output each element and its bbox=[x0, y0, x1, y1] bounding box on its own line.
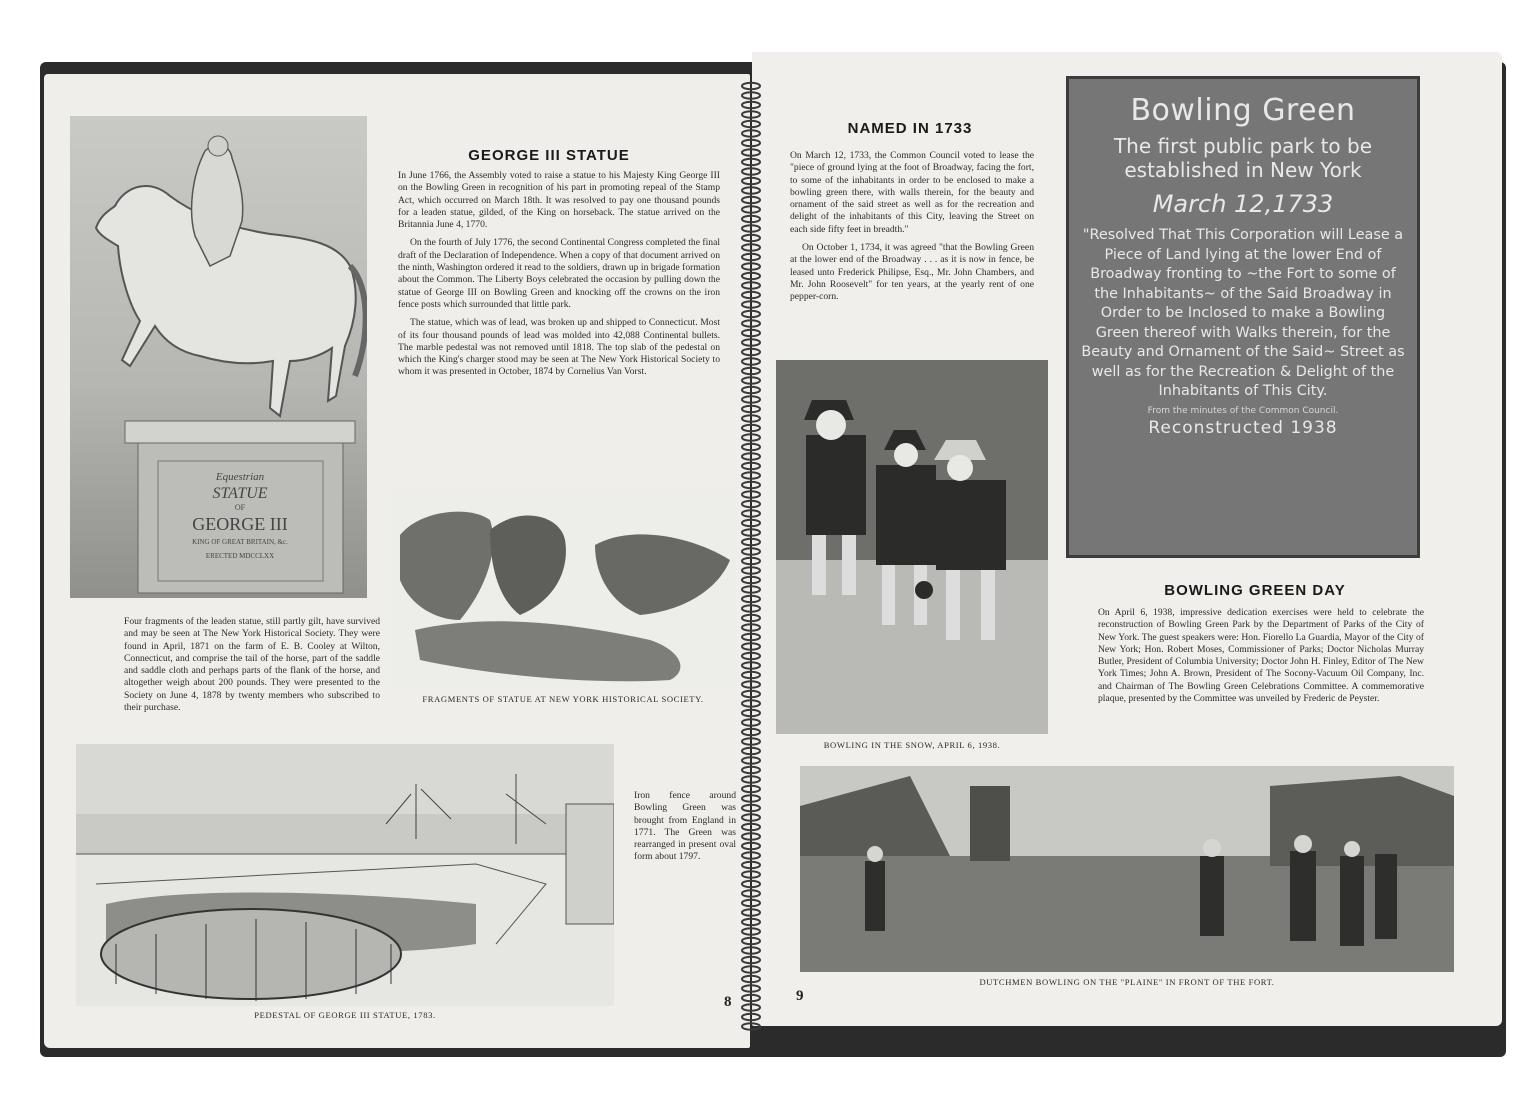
spiral-coil bbox=[742, 596, 760, 602]
plaque-date: March 12,1733 bbox=[1152, 190, 1334, 218]
spiral-coil bbox=[742, 320, 760, 326]
spiral-coil bbox=[742, 1023, 760, 1029]
spiral-coil bbox=[742, 463, 760, 469]
spiral-coil bbox=[742, 757, 760, 763]
spiral-coil bbox=[742, 691, 760, 697]
spiral-coil bbox=[742, 919, 760, 925]
plate-line-4: GEORGE III bbox=[192, 514, 288, 534]
spiral-coil bbox=[742, 140, 760, 146]
plate-line-6: ERECTED MDCCLXX bbox=[205, 552, 275, 560]
spiral-coil bbox=[742, 843, 760, 849]
spiral-coil bbox=[742, 501, 760, 507]
spiral-coil bbox=[742, 672, 760, 678]
spiral-coil bbox=[742, 824, 760, 830]
spiral-coil bbox=[742, 273, 760, 279]
plate-line-3: OF bbox=[234, 503, 246, 512]
pedestal-caption: PEDESTAL OF GEORGE III STATUE, 1783. bbox=[254, 1010, 436, 1020]
spiral-coil bbox=[742, 339, 760, 345]
spiral-coil bbox=[742, 387, 760, 393]
spiral-coil bbox=[742, 738, 760, 744]
spiral-coil bbox=[742, 700, 760, 706]
spiral-coil bbox=[742, 254, 760, 260]
spiral-coil bbox=[742, 491, 760, 497]
spiral-coil bbox=[742, 966, 760, 972]
spiral-coil bbox=[742, 159, 760, 165]
spiral-coil bbox=[742, 548, 760, 554]
spiral-coil bbox=[742, 396, 760, 402]
bowling-day-paragraph: On April 6, 1938, impressive dedication exercises were held to celebrate the reconstruction of Bowling Green Park by the Department of Parks of the City of New York. The guest speakers were: Hon. Fiorello La Guardia, Mayor of the City of New York; Hon. Robert Moses, Commissioner of Parks; Doctor Nicholas Murray Butler, President of Columbia University; Doctor John H. Finley, Editor of The New York Times; John A. Brown, President of The Socony-Vacuum Oil Company, Inc. and Chairman of The Bowling Green Celebrations Committee. A commemorative plaque, presented by the Committee was unveiled by Frederic de Peyster. bbox=[1098, 607, 1424, 705]
spiral-coil bbox=[742, 653, 760, 659]
spiral-coil bbox=[742, 225, 760, 231]
bowling-day-text bbox=[1098, 607, 1424, 711]
plaque-reconstructed: Reconstructed 1938 bbox=[1148, 417, 1338, 438]
spiral-coil bbox=[742, 710, 760, 716]
spiral-coil bbox=[742, 890, 760, 896]
iron-fence-text bbox=[634, 790, 736, 870]
spiral-coil bbox=[742, 634, 760, 640]
spiral-coil bbox=[742, 681, 760, 687]
bowling-green-plaque bbox=[1066, 76, 1420, 558]
spiral-coil bbox=[742, 292, 760, 298]
spiral-coil bbox=[742, 938, 760, 944]
spiral-coil bbox=[742, 197, 760, 203]
spiral-coil bbox=[742, 805, 760, 811]
george-paragraph-2: On the fourth of July 1776, the second Continental Congress completed the final draft of the Declaration of Independence. When a copy of that document arrived on the ninth, Washington ordered it read to the soldiers, drawn up in brigade formation about the Common. The Liberty Boys celebrated the occasion by pulling down the statue of George III on Bowling Green and knocking off the crowns on the iron fence posts which surrounded that little park. bbox=[398, 237, 720, 310]
spiral-coil bbox=[742, 168, 760, 174]
page-number-8: 8 bbox=[724, 994, 732, 1010]
spiral-coil bbox=[742, 149, 760, 155]
plaque-title: Bowling Green bbox=[1130, 93, 1356, 128]
fragments-paragraph: Four fragments of the leaden statue, still partly gilt, have survived and may be seen at The New York Historical Society. They were found in April, 1871 on the farm of E. B. Cooley at Wilton, Connecticut, and comprise the tail of the horse, part of the saddle and saddle cloth and perhaps parts of the flank of the horse, and altogether weigh about 200 pounds. They were presented to the Society on June 4, 1878 by twenty members who subscribed to their purchase. bbox=[124, 616, 380, 714]
spiral-coil bbox=[742, 425, 760, 431]
george-paragraph-1: In June 1766, the Assembly voted to raise a statue to his Majesty King George III on the Bowling Green in recognition of his part in promoting repeal of the Stamp Act, which occurred on March 18th. It was resolved to pay one thousand pounds for a leaden statue, gilded, of the King on horseback. The statue arrived on the Britannia June 4, 1770. bbox=[398, 170, 720, 231]
named-paragraph-1: On March 12, 1733, the Common Council voted to lease the "piece of ground lying at the foot of Broadway, facing the fort, to some of the inhabitants in order to be enclosed to make a bowling green there, with walls therein, for the beauty and ornament of the said street as well as for the recreation and delight of the inhabitants of this City, leaving the Street on each side fifty feet in breadth." bbox=[790, 150, 1034, 235]
spiral-coil bbox=[742, 814, 760, 820]
fragments-text bbox=[124, 616, 380, 720]
spiral-coil bbox=[742, 529, 760, 535]
spiral-coil bbox=[742, 482, 760, 488]
spiral-coil bbox=[742, 729, 760, 735]
page-number-9: 9 bbox=[796, 988, 804, 1004]
george-statue-heading: GEORGE III STATUE bbox=[468, 147, 630, 164]
iron-fence-paragraph: Iron fence around Bowling Green was brought from England in 1771. The Green was rearranged in present oval form about 1797. bbox=[634, 790, 736, 863]
spiral-coil bbox=[742, 776, 760, 782]
plaque-quote: "Resolved That This Corporation will Lease a Piece of Land lying at the lower End of Broadway fronting to ~the Fort to some of the Inhabitants~ of the Said Broadway in Order to be Inclosed to make a Bowling Green thereof with Walks therein, for the Beauty and Ornament of the Said~ Street as well as for the Recreation & Delight of the Inhabitants of This City. bbox=[1081, 227, 1405, 399]
spiral-coil bbox=[742, 957, 760, 963]
spiral-coil bbox=[742, 406, 760, 412]
plaque-from: From the minutes of the Common Council. bbox=[1147, 405, 1339, 416]
spiral-coil bbox=[742, 1004, 760, 1010]
plate-line-2: STATUE bbox=[212, 485, 268, 502]
named-text bbox=[790, 150, 1034, 310]
snow-caption: BOWLING IN THE SNOW, APRIL 6, 1938. bbox=[823, 740, 1001, 750]
spiral-coil bbox=[742, 520, 760, 526]
spiral-coil bbox=[742, 349, 760, 355]
spiral-coil bbox=[742, 909, 760, 915]
spiral-coil bbox=[742, 795, 760, 801]
spiral-coil bbox=[742, 976, 760, 982]
spiral-binding bbox=[740, 80, 762, 1040]
spiral-coil bbox=[742, 900, 760, 906]
spiral-coil bbox=[742, 881, 760, 887]
spiral-coil bbox=[742, 444, 760, 450]
spiral-coil bbox=[742, 434, 760, 440]
spiral-coil bbox=[742, 586, 760, 592]
fragments-caption: FRAGMENTS OF STATUE AT NEW YORK HISTORICAL SOCIETY. bbox=[422, 694, 704, 704]
spiral-coil bbox=[742, 947, 760, 953]
spiral-coil bbox=[742, 577, 760, 583]
spiral-coil bbox=[742, 235, 760, 241]
spiral-coil bbox=[742, 643, 760, 649]
spiral-coil bbox=[742, 786, 760, 792]
spiral-coil bbox=[742, 83, 760, 89]
spiral-coil bbox=[742, 216, 760, 222]
spiral-coil bbox=[742, 178, 760, 184]
spiral-coil bbox=[742, 415, 760, 421]
spiral-coil bbox=[742, 558, 760, 564]
spiral-coil bbox=[742, 311, 760, 317]
spiral-coil bbox=[742, 1014, 760, 1020]
spiral-coil bbox=[742, 624, 760, 630]
named-heading: NAMED IN 1733 bbox=[847, 120, 973, 137]
spiral-coil bbox=[742, 263, 760, 269]
spiral-coil bbox=[742, 871, 760, 877]
plaque-subtitle: The first public park to be established in New York bbox=[1113, 134, 1373, 182]
spiral-coil bbox=[742, 567, 760, 573]
statue-photo bbox=[70, 116, 367, 598]
spiral-coil bbox=[742, 852, 760, 858]
george-paragraph-3: The statue, which was of lead, was broken up and shipped to Connecticut. Most of its four thousand pounds of lead was molded into 42,088 Continental bullets. The marble pedestal was not removed until 1818. The top slab of the pedestal on which the King's charger stood may be seen at The New York Historical Society to whom it was presented in October, 1874 by Cornelius Van Vorst. bbox=[398, 317, 720, 378]
spiral-coil bbox=[742, 301, 760, 307]
spiral-coil bbox=[742, 330, 760, 336]
spiral-coil bbox=[742, 539, 760, 545]
spiral-coil bbox=[742, 368, 760, 374]
spiral-coil bbox=[742, 662, 760, 668]
spiral-coil bbox=[742, 130, 760, 136]
spiral-coil bbox=[742, 377, 760, 383]
spiral-coil bbox=[742, 928, 760, 934]
bowling-day-heading: BOWLING GREEN DAY bbox=[1164, 582, 1346, 599]
pedestal-engraving bbox=[76, 744, 614, 1006]
fragments-photo bbox=[390, 490, 736, 690]
spiral-coil bbox=[742, 111, 760, 117]
dutchmen-caption: DUTCHMEN BOWLING ON THE "PLAINE" IN FRONT OF THE FORT. bbox=[979, 977, 1275, 987]
bowling-snow-photo bbox=[776, 360, 1048, 734]
spiral-coil bbox=[742, 833, 760, 839]
spiral-coil bbox=[742, 244, 760, 250]
spiral-coil bbox=[742, 187, 760, 193]
spiral-coil bbox=[742, 282, 760, 288]
spiral-coil bbox=[742, 121, 760, 127]
dutchmen-painting bbox=[800, 766, 1454, 972]
spiral-coil bbox=[742, 92, 760, 98]
spiral-coil bbox=[742, 358, 760, 364]
spiral-coil bbox=[742, 719, 760, 725]
spiral-coil bbox=[742, 985, 760, 991]
spiral-coil bbox=[742, 102, 760, 108]
plate-line-5: KING OF GREAT BRITAIN, &c. bbox=[192, 538, 288, 546]
spiral-coil bbox=[742, 748, 760, 754]
spiral-coil bbox=[742, 510, 760, 516]
named-paragraph-2: On October 1, 1734, it was agreed "that the Bowling Green at the lower end of the Broadway . . . as it is now in fence, be leased unto Frederick Philipse, Esq., Mr. John Chambers, and Mr. John Roosevelt" for ten years, at the yearly rent of one pepper-corn. bbox=[790, 242, 1034, 303]
spiral-coil bbox=[742, 472, 760, 478]
spiral-coil bbox=[742, 206, 760, 212]
plate-line-1: Equestrian bbox=[215, 471, 265, 483]
spiral-coil bbox=[742, 453, 760, 459]
george-statue-text bbox=[398, 170, 720, 385]
spiral-coil bbox=[742, 615, 760, 621]
spiral-coil bbox=[742, 767, 760, 773]
spiral-coil bbox=[742, 995, 760, 1001]
spiral-coil bbox=[742, 862, 760, 868]
spiral-coil bbox=[742, 605, 760, 611]
